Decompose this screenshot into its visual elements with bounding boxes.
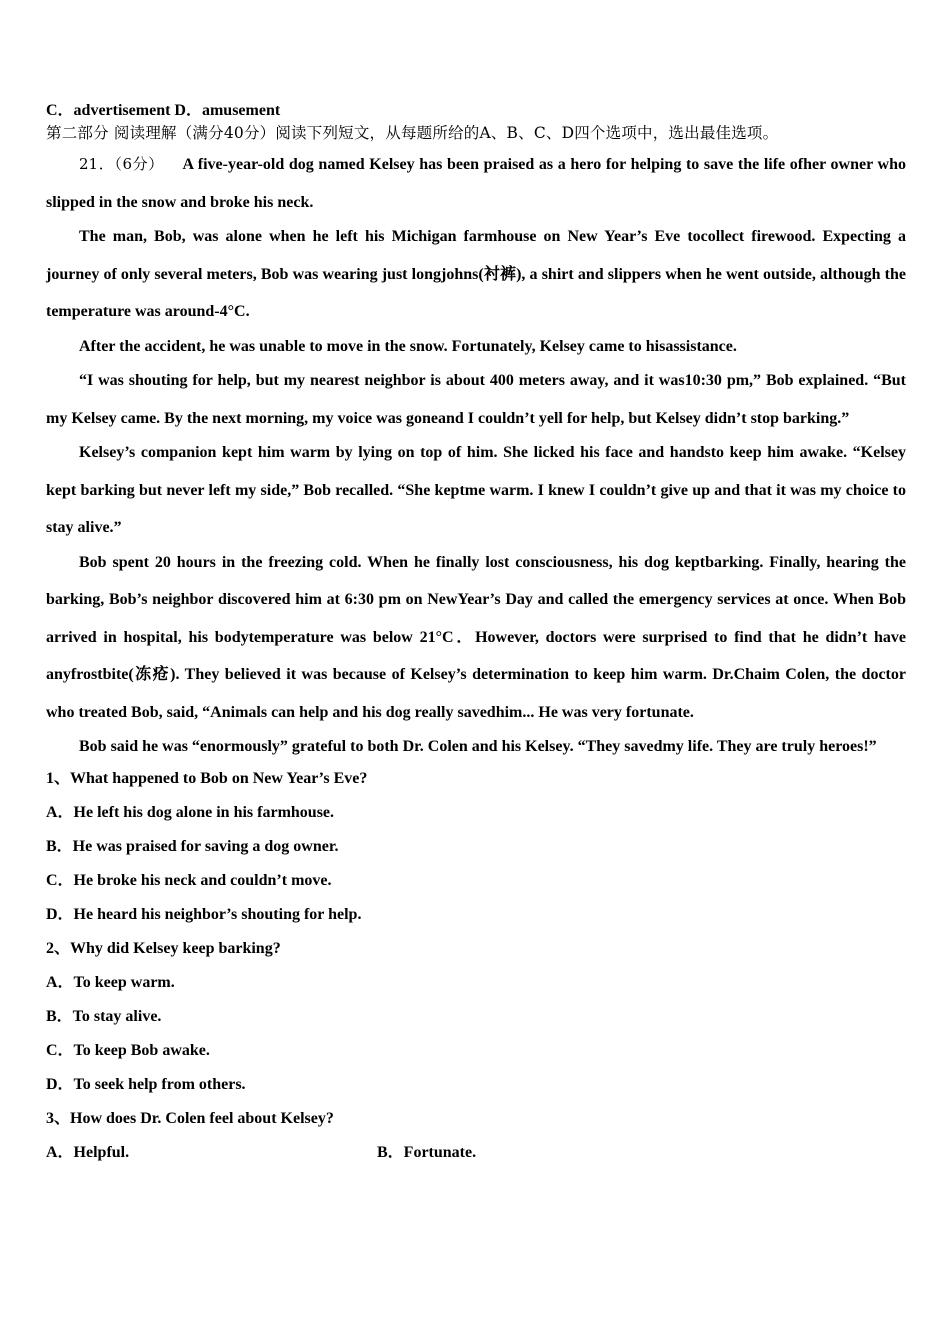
answer-option: D．He heard his neighbor’s shouting for help. <box>46 905 362 923</box>
answer-option: A．He left his dog alone in his farmhouse. <box>46 803 335 821</box>
passage-paragraph: Bob said he was “enormously” grateful to both Dr. Colen and his Kelsey. “They savedmy life. They are truly heroes!” <box>79 738 877 755</box>
option-c: C．advertisement <box>46 102 171 119</box>
previous-question-options <box>46 100 906 122</box>
reading-passage <box>46 146 906 766</box>
answer-option: D．To seek help from others. <box>46 1075 246 1093</box>
section-header: 第二部分 阅读理解（满分40分）阅读下列短文，从每题所给的A、B、C、D四个选项中，选出最佳选项。 <box>46 124 779 142</box>
question-list <box>46 762 906 1170</box>
answer-option: C．He broke his neck and couldn’t move. <box>46 871 332 889</box>
answer-option: B．Fortunate. <box>377 1143 477 1161</box>
answer-option-row <box>46 1136 906 1170</box>
passage-paragraph: Kelsey’s companion kept him warm by lying on top of him. She licked his face and handsto keep him awake. “Kelsey kept barking but never left my side,” Bob recalled. “She keptme warm. I knew I couldn’t give up and that it was my choice to stay alive.” <box>46 444 906 536</box>
answer-option: C．To keep Bob awake. <box>46 1041 210 1059</box>
question-stem: 3、How does Dr. Colen feel about Kelsey? <box>46 1109 334 1127</box>
question-number: 21．（6分） <box>79 155 164 173</box>
passage-paragraph: The man, Bob, was alone when he left his Michigan farmhouse on New Year’s Eve tocollect firewood. Expecting a journey of only several meters, Bob was wearing just longjohns(衬裤), a shirt and slippers when he went outside, although the temperature was around-4°C. <box>46 228 906 320</box>
option-d: D．amusement <box>174 102 281 119</box>
passage-paragraph: 21．（6分） A five-year-old dog named Kelsey has been praised as a hero for helping to save the life ofher owner who slipped in the snow and broke his neck. <box>46 155 907 211</box>
answer-option: A．Helpful. <box>46 1143 130 1161</box>
passage-paragraph: After the accident, he was unable to move in the snow. Fortunately, Kelsey came to hisassistance. <box>79 337 737 355</box>
exam-page <box>46 100 906 1170</box>
question-stem: 1、What happened to Bob on New Year’s Eve? <box>46 769 368 787</box>
passage-paragraph: Bob spent 20 hours in the freezing cold. When he finally lost consciousness, his dog keptbarking. Finally, hearing the barking, Bob’s neighbor discovered him at 6:30 pm on NewYear’s Day and called the emergency services at once. When Bob arrived in hospital, his bodytemperature was below 21°C．However, doctors were surprised to find that he didn’t have anyfrostbite(冻疮). They believed it was because of Kelsey’s determination to keep him warm. Dr.Chaim Colen, the doctor who treated Bob, said, “Animals can help and his dog really savedhim... He was very fortunate. <box>46 553 907 721</box>
answer-option: B．To stay alive. <box>46 1007 162 1025</box>
answer-option: A．To keep warm. <box>46 973 175 991</box>
passage-paragraph: “I was shouting for help, but my nearest neighbor is about 400 meters away, and it was10:30 pm,” Bob explained. “But my Kelsey came. By the next morning, my voice was goneand I couldn’t yell for help, but Kelsey didn’t stop barking.” <box>46 372 906 427</box>
question-stem: 2、Why did Kelsey keep barking? <box>46 939 281 957</box>
answer-option: B．He was praised for saving a dog owner. <box>46 837 339 855</box>
